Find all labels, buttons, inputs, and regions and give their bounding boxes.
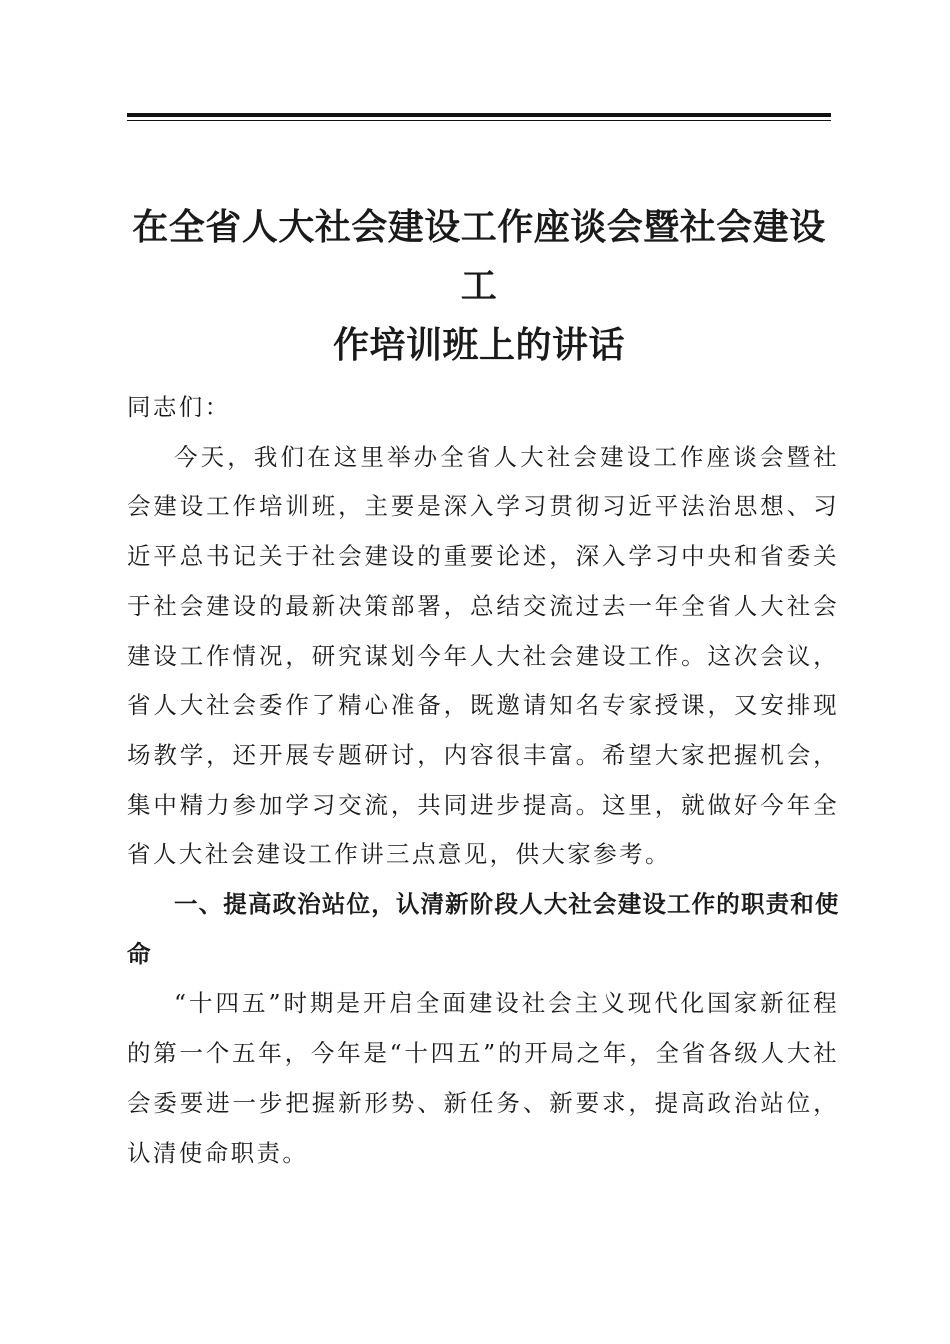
header-rule-thin <box>127 120 831 121</box>
title-line-2: 作培训班上的讲话 <box>332 325 625 366</box>
paragraph-intro: 今天，我们在这里举办全省人大社会建设工作座谈会暨社会建设工作培训班，主要是深入学习贯彻习近平法治思想、习近平总书记关于社会建设的重要论述，深入学习中央和省委关于社会建设的最新决策部署，总结交流过去一年全省人大社会建设工作情况，研究谋划今年人大社会建设工作。这次会议，省人大社会委作了精心准备，既邀请知名专家授课，又安排现场教学，还开展专题研讨，内容很丰富。希望大家把握机会，集中精力参加学习交流，共同进步提高。这里，就做好今年全省人大社会建设工作讲三点意见，供大家参考。 <box>127 442 839 869</box>
header-rule-thick <box>127 113 831 117</box>
title-line-1: 在全省人大社会建设工作座谈会暨社会建设工 <box>132 207 826 307</box>
section-heading-1: 一、提高政治站位，认清新阶段人大社会建设工作的职责和使命 <box>127 890 839 968</box>
salutation: 同志们： <box>127 393 231 421</box>
document-body <box>127 383 839 1178</box>
paragraph-section-1: “十四五”时期是开启全面建设社会主义现代化国家新征程的第一个五年，今年是“十四五”的开局之年，全省各级人大社会委要进一步把握新形势、新任务、新要求，提高政治站位，认清使命职责。 <box>127 989 839 1167</box>
document-title <box>120 198 838 375</box>
